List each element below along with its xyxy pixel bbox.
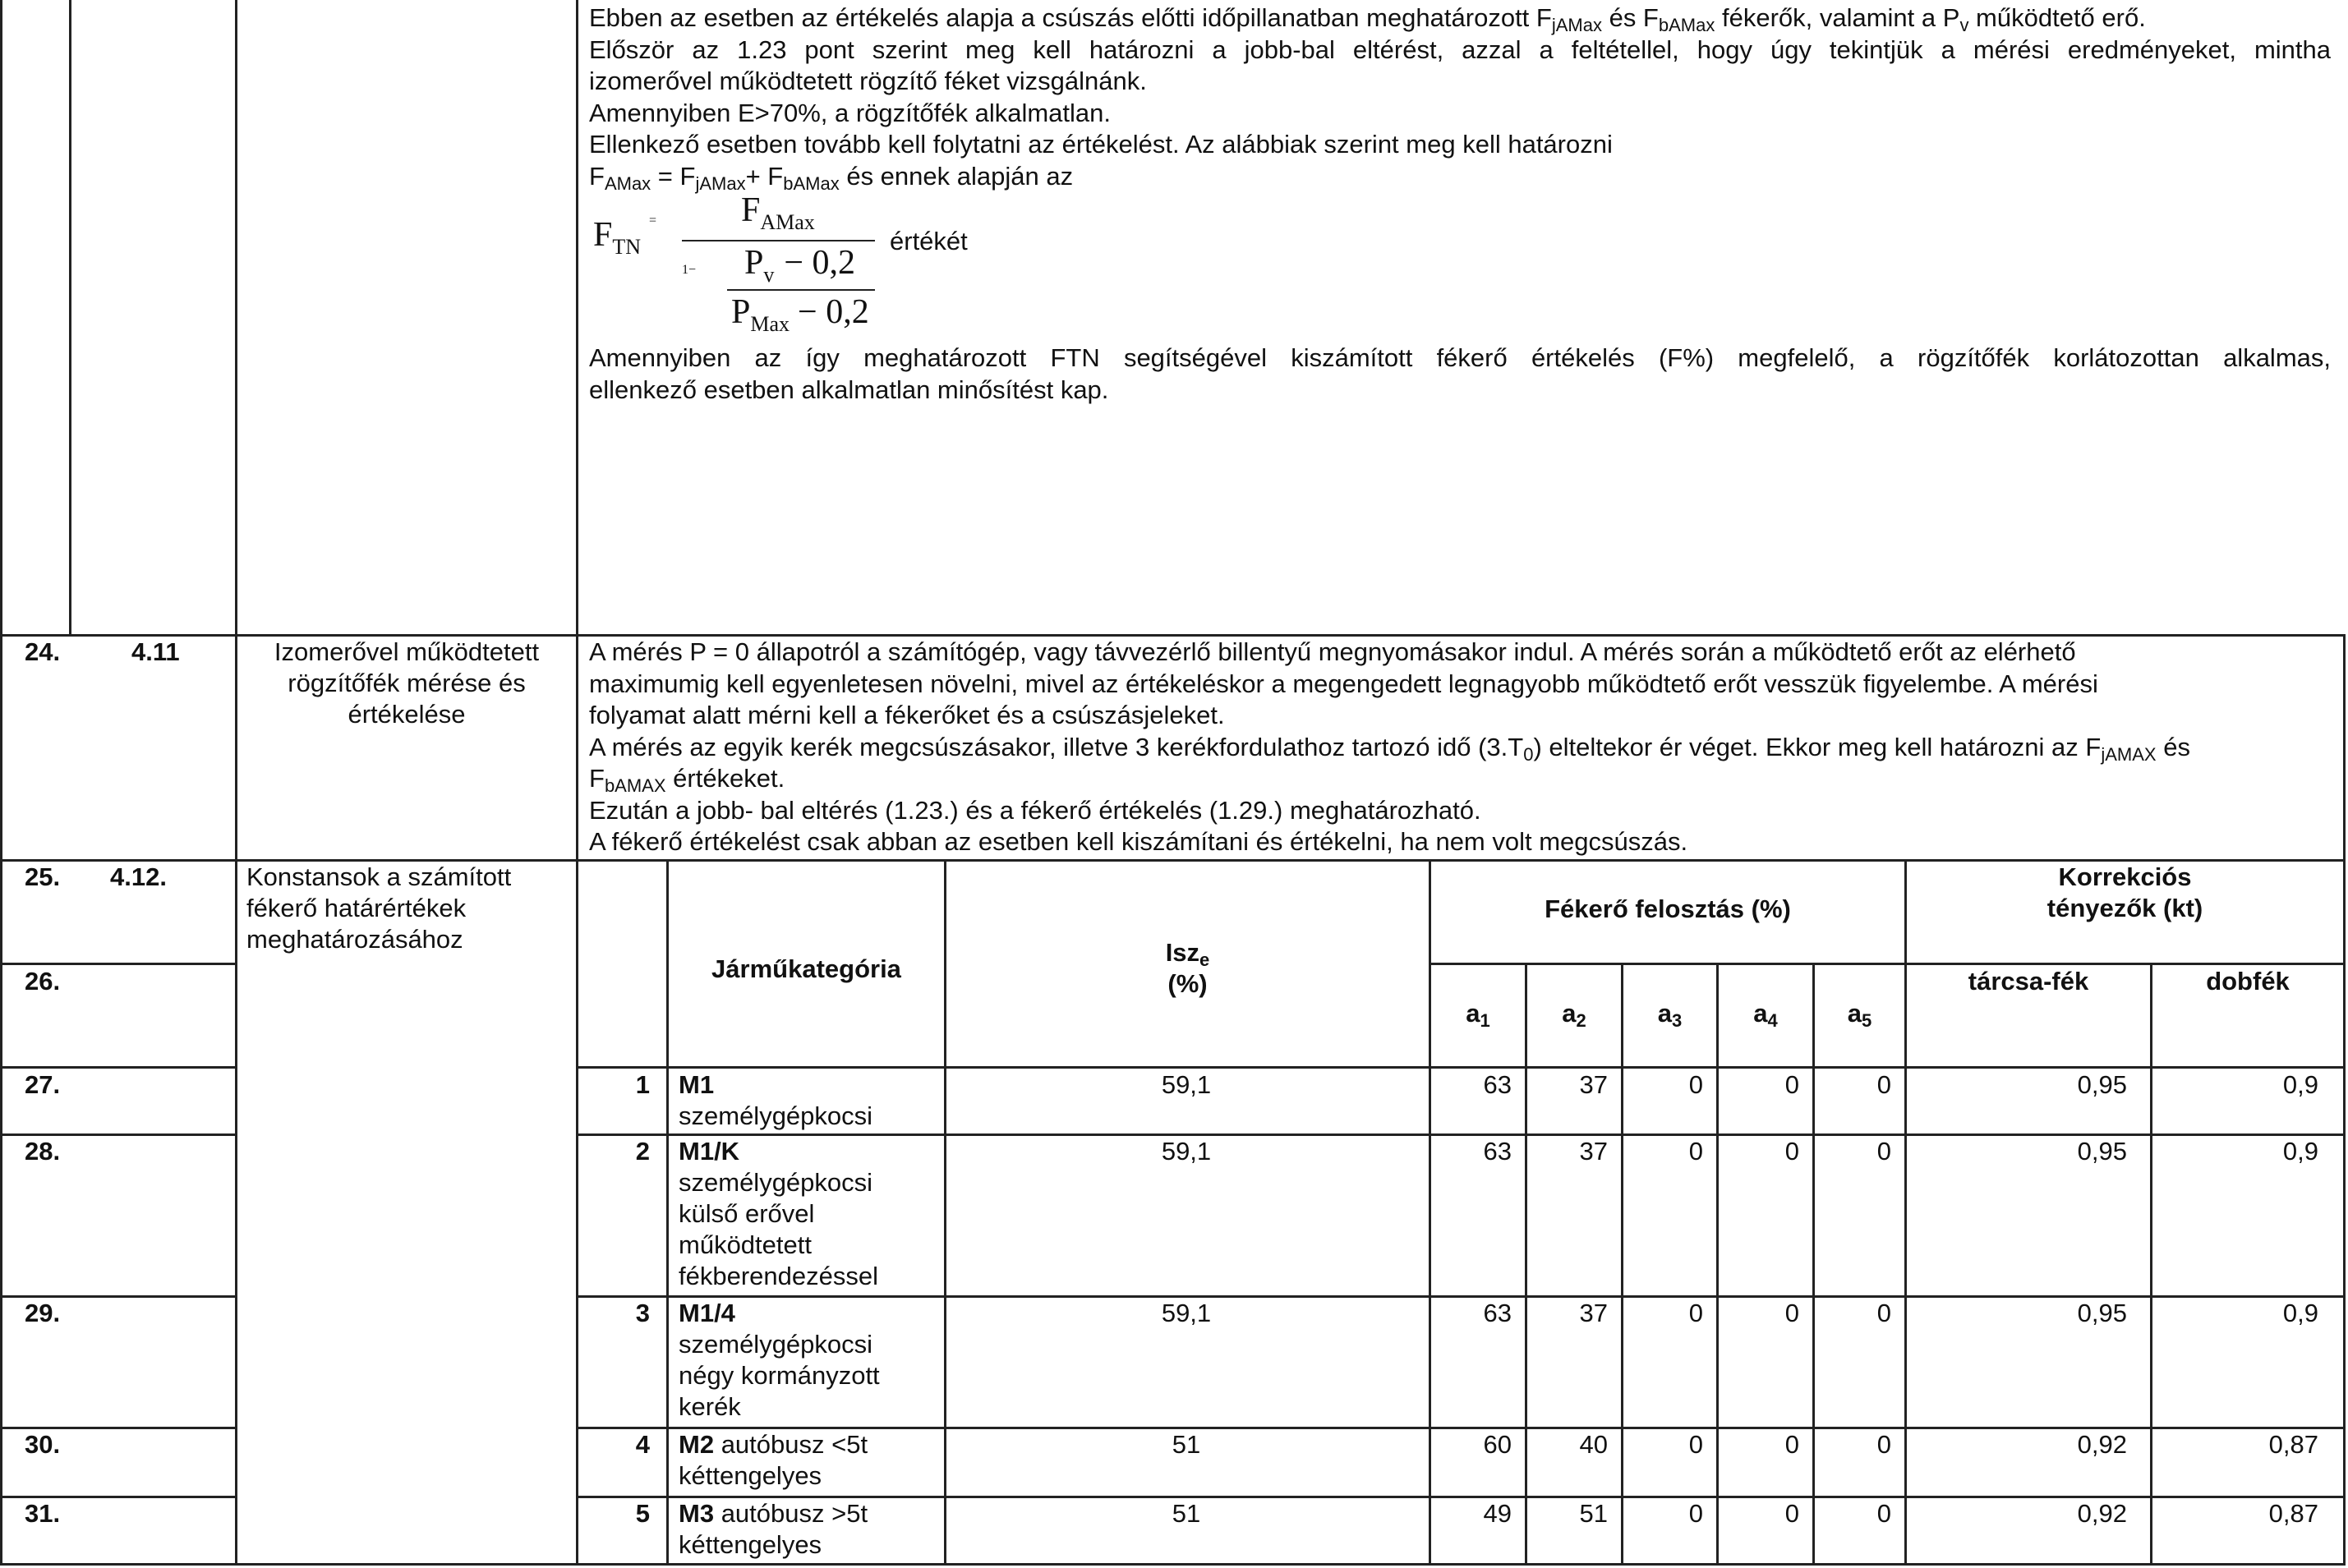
top-paragraph-after — [589, 343, 2331, 406]
top-line-6: $F_{AMax} = F_{jAMax}+ F_{bAMax}$ és ennek alapján az — [589, 161, 1074, 194]
isz-value: 59,1 — [1161, 1070, 1212, 1099]
drum-brake-factor: 0,9 — [2282, 1299, 2318, 1327]
drum-brake-factor: 0,87 — [2268, 1499, 2318, 1528]
isz-value: 51 — [1172, 1430, 1201, 1459]
category-type: autóbusz >5t — [714, 1499, 868, 1528]
brake-distribution-a1: 63 — [1483, 1070, 1512, 1099]
disc-brake-factor: 0,95 — [2077, 1137, 2127, 1166]
row-index: 5 — [635, 1499, 650, 1528]
disc-brake-factor: 0,95 — [2077, 1299, 2127, 1327]
top-after-line-2: ellenkező esetben alkalmatlan minősítést kap. — [589, 375, 1109, 404]
brake-distribution-a2: 40 — [1579, 1430, 1608, 1459]
isz-value: 59,1 — [1161, 1137, 1212, 1166]
brake-distribution-a4: 0 — [1784, 1137, 1799, 1166]
category-code: M2 — [679, 1430, 715, 1459]
distribution-header: Fékerő felosztás (%) — [1545, 894, 1791, 923]
top-line-3: izomerővel működtetett rögzítő féket vizsgálnánk. — [589, 67, 1147, 95]
isz-value: 51 — [1172, 1499, 1201, 1528]
brake-distribution-a3: 0 — [1688, 1299, 1703, 1327]
top-after-line-1: Amennyiben az így meghatározott FTN segítségével kiszámított fékerő értékelés (F%) megfelelő, a rögzítőfék korlátozottan alkalmas, — [589, 343, 2331, 372]
brake-distribution-a3: 0 — [1688, 1430, 1703, 1459]
row-number: 30. — [25, 1430, 61, 1459]
brake-distribution-a5: 0 — [1876, 1430, 1891, 1459]
category-description: személygépkocsi — [679, 1101, 873, 1130]
category-description: kéttengelyes — [679, 1530, 822, 1559]
isz-value: 59,1 — [1161, 1299, 1212, 1327]
row-number: 27. — [25, 1070, 61, 1099]
drum-brake-header: dobfék — [2206, 967, 2290, 996]
row-index: 2 — [635, 1137, 650, 1166]
brake-distribution-a3: 0 — [1688, 1070, 1703, 1099]
row-number: 25. — [25, 862, 61, 891]
brake-distribution-a5: 0 — [1876, 1299, 1891, 1327]
top-paragraph — [589, 2, 2331, 192]
brake-distribution-a5: 0 — [1876, 1137, 1891, 1166]
row24-text: A mérés P = 0 állapotról a számítógép, vagy távvezérlő billentyű megnyomásakor indul. A mérés során a működtető erőt az elérhető maximumig kell egyenletesen növelni, mivel az értékeléskor a megengedett legnagyobb működtető erőt vesszük figyelembe. A mérési folyamat alatt mérni kell a fékerőket és a csúszásjeleket. A mérés az egyik kerék megcsúszásakor, illetve 3 kerékfordulathoz tartozó idő $(3.T_0)$ elteltekor ér véget. Ekkor meg kell határozni az $F_{jAMAX}$ és $F_{bAMAX}$ értékeket. Ezután a jobb- bal eltérés (1.23.) és a fékerő értékelés (1.29.) meghatározható. A fékerő értékelést csak abban az esetben kell kiszámítani és értékelni, ha nem volt megcsúszás. — [589, 637, 2190, 856]
brake-distribution-a2: 51 — [1579, 1499, 1608, 1528]
brake-distribution-a3: 0 — [1688, 1499, 1703, 1528]
category-code: M1/K — [679, 1137, 740, 1166]
section-number: 4.12. — [110, 862, 167, 891]
brake-distribution-a5: 0 — [1876, 1499, 1891, 1528]
row-index: 3 — [635, 1299, 650, 1327]
row-number: 28. — [25, 1137, 61, 1166]
category-header: Járműkategória — [711, 954, 901, 983]
vehicle-category — [679, 1429, 868, 1460]
category-code: M1/4 — [679, 1299, 735, 1327]
brake-distribution-a2: 37 — [1579, 1299, 1608, 1327]
brake-distribution-a2: 37 — [1579, 1137, 1608, 1166]
category-description: személygépkocsi — [679, 1330, 873, 1359]
vehicle-category — [679, 1069, 714, 1101]
category-description: kerék — [679, 1392, 741, 1421]
top-line-5: Ellenkező esetben tovább kell folytatni az értékelést. Az alábbiak szerint meg kell határozni — [589, 130, 1613, 159]
brake-distribution-a1: 60 — [1483, 1430, 1512, 1459]
disc-brake-header: tárcsa-fék — [1968, 967, 2089, 996]
brake-distribution-a4: 0 — [1784, 1070, 1799, 1099]
brake-distribution-a4: 0 — [1784, 1299, 1799, 1327]
brake-distribution-a3: 0 — [1688, 1137, 1703, 1166]
brake-distribution-a1: 63 — [1483, 1299, 1512, 1327]
row-number: 31. — [25, 1499, 61, 1528]
brake-distribution-a4: 0 — [1784, 1499, 1799, 1528]
category-description: fékberendezéssel — [679, 1262, 878, 1290]
brake-distribution-a4: 0 — [1784, 1430, 1799, 1459]
row-number: 24. — [25, 637, 61, 666]
row-number: 26. — [25, 967, 61, 996]
vehicle-category — [679, 1136, 739, 1167]
top-line-1: Ebben az esetben az értékelés alapja a csúszás előtti időpillanatban meghatározott $F_{jAMax}$ és $F_{bAMax}$ fékerők, valamint a $P_v$ működtető erő. — [589, 3, 2146, 35]
disc-brake-factor: 0,92 — [2077, 1430, 2127, 1459]
drum-brake-factor: 0,9 — [2282, 1070, 2318, 1099]
vehicle-category — [679, 1298, 735, 1329]
category-type: autóbusz <5t — [714, 1430, 868, 1459]
section-number: 4.11 — [131, 637, 180, 666]
disc-brake-factor: 0,92 — [2077, 1499, 2127, 1528]
brake-distribution-a2: 37 — [1579, 1070, 1608, 1099]
row-number: 29. — [25, 1299, 61, 1327]
category-code: M3 — [679, 1499, 715, 1528]
category-description: személygépkocsi — [679, 1168, 873, 1197]
top-line-4: Amennyiben E>70%, a rögzítőfék alkalmatlan. — [589, 98, 1112, 127]
row-index: 1 — [635, 1070, 650, 1099]
brake-distribution-a1: 63 — [1483, 1137, 1512, 1166]
row-index: 4 — [635, 1430, 650, 1459]
brake-distribution-a5: 0 — [1876, 1070, 1891, 1099]
brake-distribution-a1: 49 — [1483, 1499, 1512, 1528]
top-line-2: Először az 1.23 pont szerint meg kell határozni a jobb-bal eltérést, azzal a feltétellel, hogy úgy tekintjük a mérési eredményeket, mintha — [589, 34, 2331, 64]
category-description: külső erővel — [679, 1199, 815, 1228]
category-description: négy kormányzott — [679, 1361, 880, 1390]
category-code: M1 — [679, 1070, 715, 1099]
disc-brake-factor: 0,95 — [2077, 1070, 2127, 1099]
category-description: működtetett — [679, 1230, 812, 1259]
drum-brake-factor: 0,87 — [2268, 1430, 2318, 1459]
category-description: kéttengelyes — [679, 1461, 822, 1490]
vehicle-category — [679, 1498, 868, 1529]
drum-brake-factor: 0,9 — [2282, 1137, 2318, 1166]
